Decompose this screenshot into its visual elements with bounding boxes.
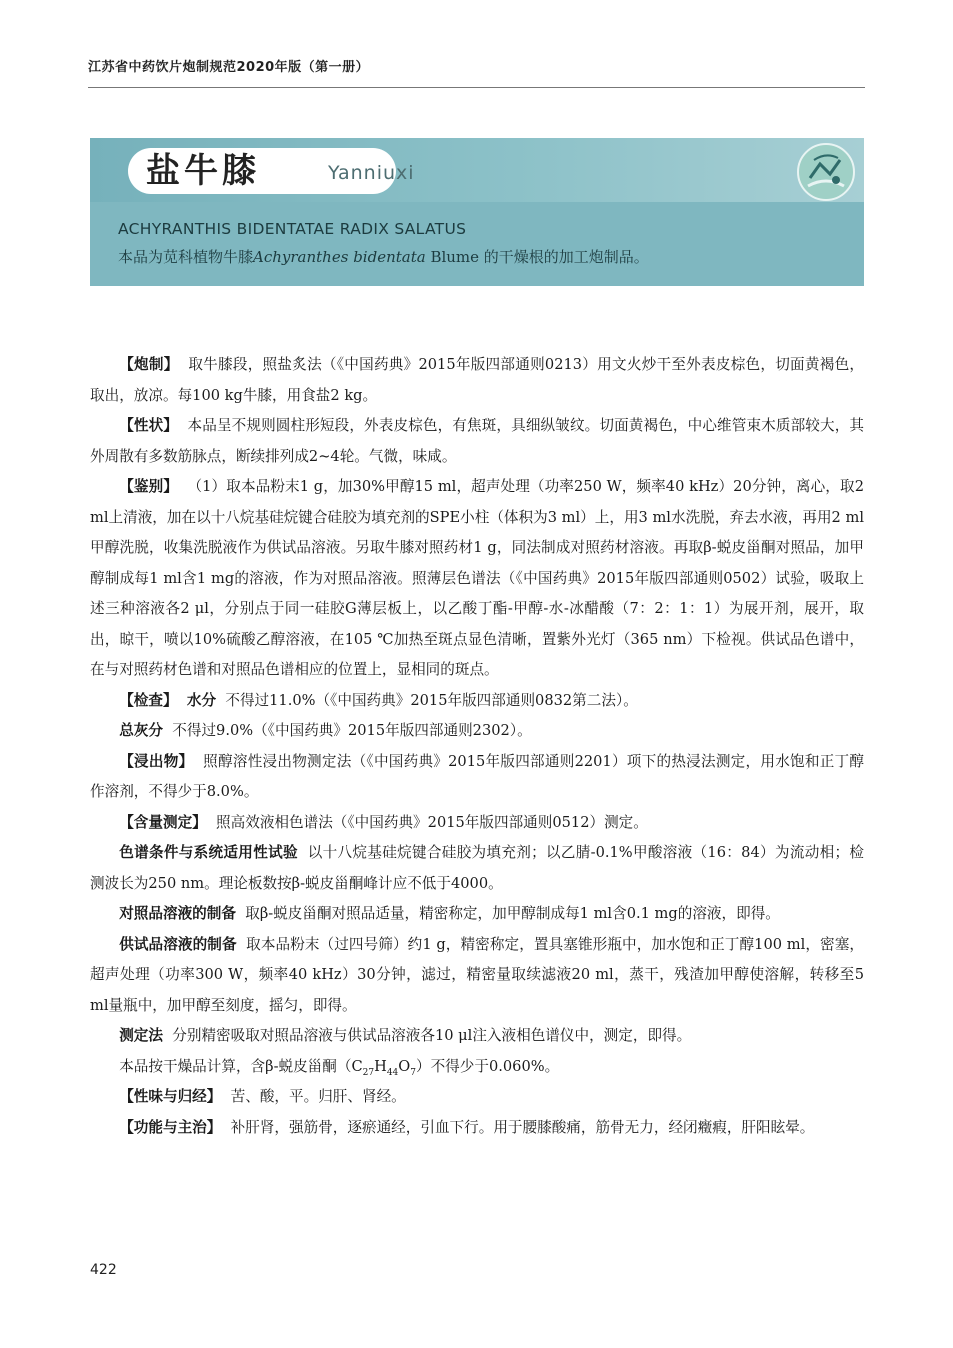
subsection-label: 水分 [186, 691, 217, 709]
section-assay [90, 808, 864, 839]
section-identification [90, 472, 864, 686]
formula-part: H [374, 1057, 387, 1075]
section-label: 【浸出物】 [119, 752, 194, 770]
section-text: 分别精密吸取对照品溶液与供试品溶液各10 μl注入液相色谱仪中，测定，即得。 [172, 1027, 692, 1044]
result-text: ）不得少于0.060%。 [415, 1057, 560, 1075]
section-label: 【检查】 [119, 691, 178, 709]
section-processing [90, 350, 864, 411]
section-text: 不得过11.0%（《中国药典》2015年版四部通则0832第二法）。 [225, 691, 638, 709]
subsection-total-ash [90, 716, 864, 747]
subsection-label: 色谱条件与系统适用性试验 [119, 844, 298, 861]
subsection-test-solution [90, 930, 864, 1022]
monograph-pinyin: Yanniuxi [328, 162, 415, 184]
section-text: 苦、酸，平。归肝、肾经。 [230, 1088, 406, 1105]
assay-result [90, 1052, 864, 1083]
section-label: 【炮制】 [119, 356, 179, 373]
section-text: 照醇溶性浸出物测定法（《中国药典》2015年版四部通则2201）项下的热浸法测定，用水饱和正丁醇作溶剂，不得少于8.0%。 [90, 752, 864, 800]
section-extract [90, 747, 864, 808]
section-text: 补肝肾，强筋骨，逐瘀通经，引血下行。用于腰膝酸痛，筋骨无力，经闭癥瘕，肝阳眩晕。 [230, 1118, 815, 1136]
monograph-title: 盐牛膝 [128, 148, 396, 194]
section-label: 【鉴别】 [119, 478, 178, 495]
subsection-label: 供试品溶液的制备 [119, 935, 237, 953]
section-label: 【含量测定】 [119, 813, 207, 831]
section-text: 取牛膝段，照盐炙法（《中国药典》2015年版四部通则0213）用文火炒干至外表皮棕色，切面黄褐色，取出，放凉。每100 kg牛膝，用食盐2 kg。 [90, 356, 865, 404]
section-inspection [90, 686, 864, 717]
section-nature-meridian [90, 1082, 864, 1113]
header-divider [88, 87, 865, 88]
section-description [90, 411, 864, 472]
formula-subscript: 44 [386, 1067, 399, 1078]
section-text: 取本品粉末（过四号筛）约1 g，精密称定，置具塞锥形瓶中，加水饱和正丁醇100 ml，密塞，超声处理（功率300 W，频率40 kHz）30分钟，滤过，精密量取续滤液20 ml，蒸干，残渣加甲醇使溶解，转移至5 ml量瓶中，加甲醇至刻度，摇匀，即得。 [90, 935, 864, 1014]
subsection-label: 总灰分 [119, 722, 163, 739]
subsection-reference-solution [90, 899, 864, 930]
section-text: 取β-蜕皮甾酮对照品适量，精密称定，加甲醇制成每1 ml含0.1 mg的溶液，即得。 [245, 905, 780, 922]
section-text: 本品呈不规则圆柱形短段，外表皮棕色，有焦斑，具细纵皱纹。切面黄褐色，中心维管束木质部较大，其外周散有多数筋脉点，断续排列成2~4轮。气微，味咸。 [90, 417, 864, 465]
subsection-label: 测定法 [119, 1027, 163, 1044]
definition [118, 246, 649, 267]
definition-pre: 本品为苋科植物牛膝 [118, 248, 254, 266]
monograph-body [90, 350, 864, 1143]
section-text: 以十八烷基硅烷键合硅胶为填充剂；以乙腈-0.1%甲酸溶液（16：84）为流动相；检测波长为250 nm。理论板数按β-蜕皮甾酮峰计应不低于4000。 [90, 844, 864, 892]
section-text: （1）取本品粉末1 g，加30%甲醇15 ml，超声处理（功率250 W，频率40 kHz）20分钟，离心，取2 ml上清液，加在以十八烷基硅烷键合硅胶为填充剂的SPE小柱（体积为3 ml）上，用3 ml水洗脱，弃去水液，再用2 ml甲醇洗脱，收集洗脱液作为供试品溶液。另取牛膝对照药材1 g，同法制成对照药材溶液。再取β-蜕皮甾酮对照品，加甲醇制成每1 ml含1 mg的溶液，作为对照品溶液。照薄层色谱法（《中国药典》2015年版四部通则0502）试验，吸取上述三种溶液各2 μl，分别点于同一硅胶G薄层板上，以乙酸丁酯-甲醇-水-冰醋酸（7：2：1：1）为展开剂，展开，取出，晾干，喷以10%硫酸乙醇溶液，在105 ℃加热至斑点显色清晰，置紫外光灯（365 nm）下检视。供试品色谱中，在与对照药材色谱和对照品色谱相应的位置上，显相同的斑点。 [90, 478, 864, 678]
section-label: 【性状】 [119, 417, 179, 434]
formula-subscript: 27 [362, 1067, 375, 1078]
page-number: 422 [90, 1262, 117, 1278]
formula-part: O [398, 1057, 411, 1075]
formula-subscript: 7 [410, 1067, 416, 1078]
section-text: 照高效液相色谱法（《中国药典》2015年版四部通则0512）测定。 [216, 813, 648, 831]
herb-emblem-icon [796, 142, 856, 202]
subsection-procedure [90, 1021, 864, 1052]
subsection-chromatographic-conditions [90, 838, 864, 899]
section-text: 不得过9.0%（《中国药典》2015年版四部通则2302）。 [172, 722, 532, 739]
section-label: 【功能与主治】 [119, 1118, 222, 1136]
latin-name: ACHYRANTHIS BIDENTATAE RADIX SALATUS [118, 220, 467, 238]
subsection-label: 对照品溶液的制备 [119, 905, 236, 922]
section-label: 【性味与归经】 [119, 1088, 222, 1105]
running-head: 江苏省中药饮片炮制规范2020年版（第一册） [88, 60, 370, 75]
section-functions-indications [90, 1113, 864, 1144]
result-text: 本品按干燥品计算，含β-蜕皮甾酮（C [119, 1057, 363, 1075]
monograph-banner [90, 138, 864, 286]
species-name: Achyranthes bidentata [253, 248, 426, 266]
definition-post: Blume 的干燥根的加工炮制品。 [425, 248, 649, 266]
